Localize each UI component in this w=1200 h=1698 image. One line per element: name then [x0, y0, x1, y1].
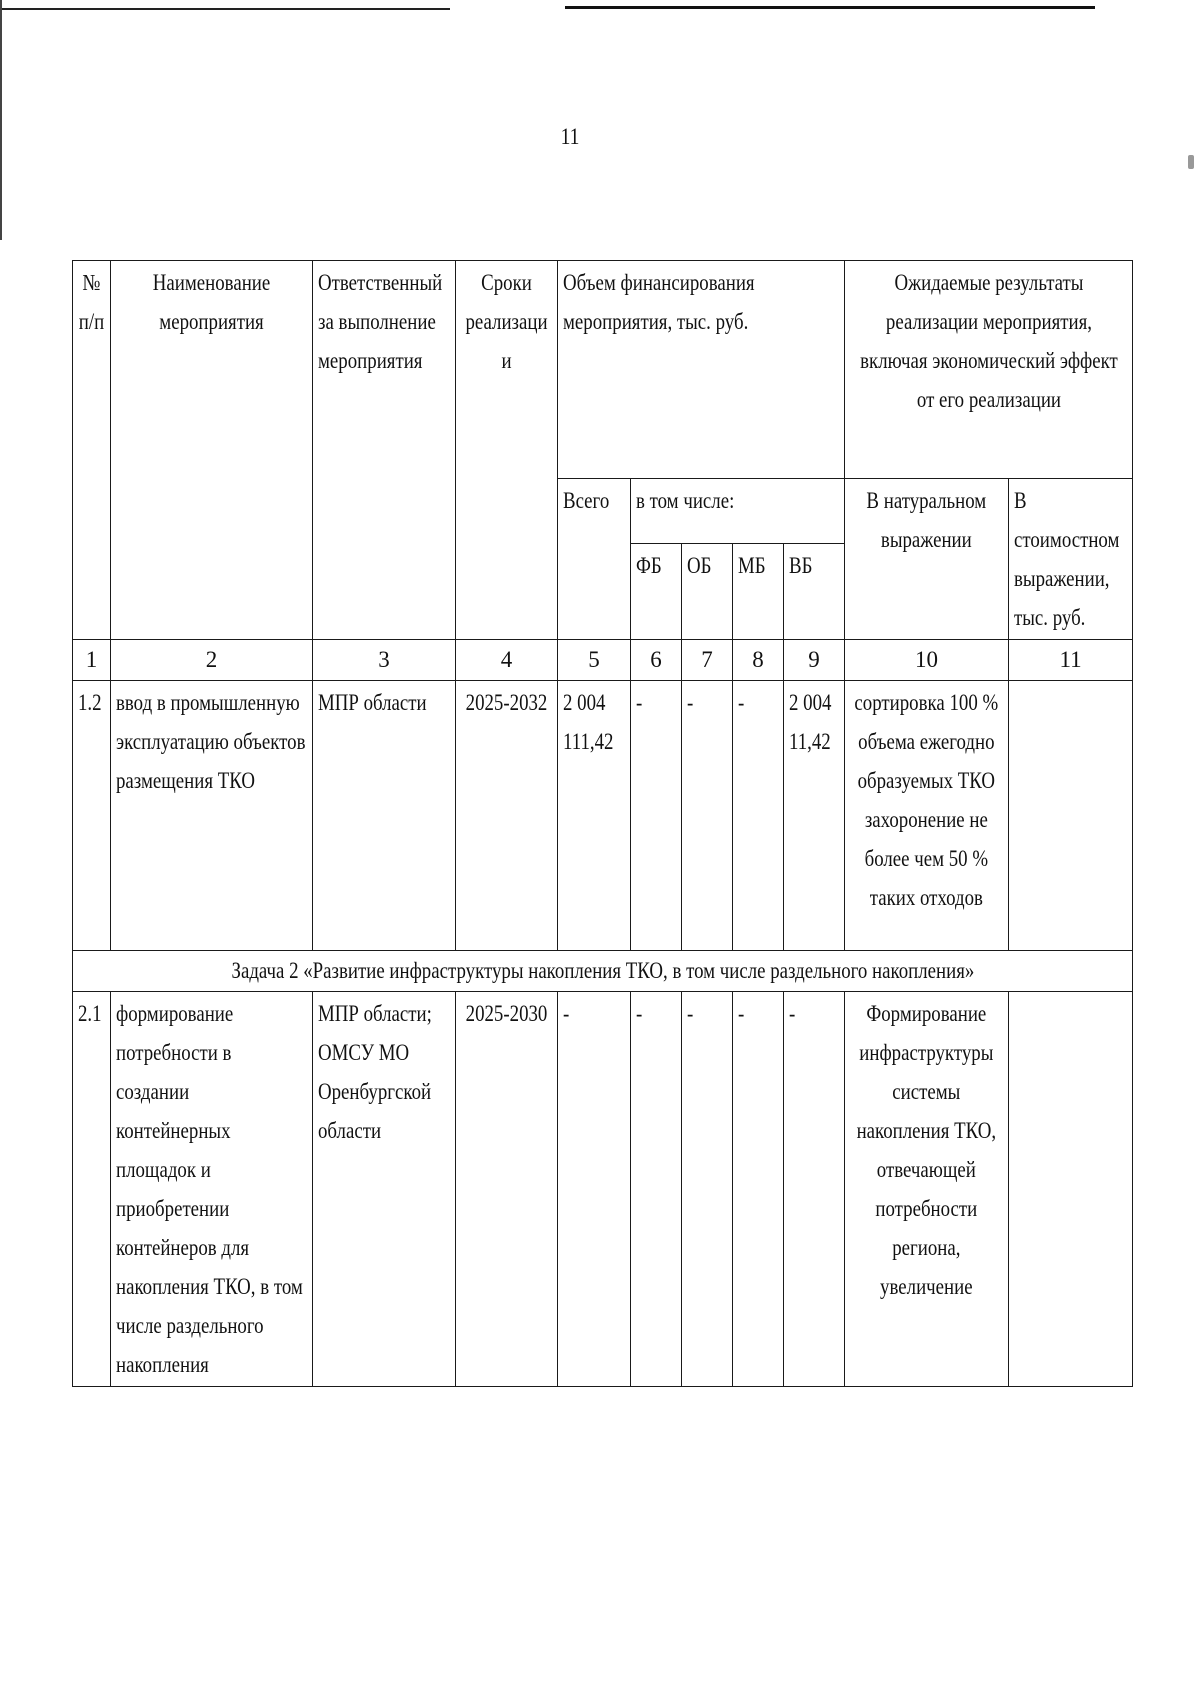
column-number: 10 — [845, 640, 1009, 681]
header-total: Всего — [558, 479, 631, 640]
row-total: 2 004 111,42 — [558, 681, 631, 951]
header-funding: Объем финансирования мероприятия, тыс. руб. — [558, 261, 845, 479]
page-number: 11 — [560, 124, 580, 149]
column-number: 7 — [682, 640, 733, 681]
scan-edge-mark — [565, 6, 1095, 9]
row-cost — [1009, 681, 1133, 951]
row-period: 2025-2032 — [456, 681, 558, 951]
row-mb: - — [733, 681, 784, 951]
column-number: 9 — [784, 640, 845, 681]
column-number: 6 — [631, 640, 682, 681]
header-num: № п/п — [73, 261, 111, 640]
header-mb: МБ — [733, 543, 784, 639]
row-total: - — [558, 992, 631, 1387]
header-natural: В натуральном выражении — [845, 479, 1009, 640]
row-cost — [1009, 992, 1133, 1387]
header-cost: В стоимостном выражении, тыс. руб. — [1009, 479, 1133, 640]
header-responsible: Ответственный за выполнение мероприятия — [313, 261, 456, 640]
header-name: Наименование мероприятия — [111, 261, 313, 640]
row-vb: 2 004 11,42 — [784, 681, 845, 951]
row-num: 1.2 — [73, 681, 111, 951]
row-fb: - — [631, 681, 682, 951]
header-ob: ОБ — [682, 543, 733, 639]
header-fb: ФБ — [631, 543, 682, 639]
column-numbers-row — [73, 640, 1133, 681]
header-results: Ожидаемые результаты реализации мероприятия, включая экономический эффект от его реализации — [845, 261, 1133, 479]
header-period: Сроки реализации — [456, 261, 558, 640]
scan-edge-mark — [0, 8, 450, 10]
row-natural: сортировка 100 % объема ежегодно образуемых ТКО захоронение не более чем 50 % таких отходов — [845, 681, 1009, 951]
task-row — [73, 951, 1133, 992]
column-number: 2 — [111, 640, 313, 681]
column-number: 1 — [73, 640, 111, 681]
table-row — [73, 681, 1133, 951]
column-number: 5 — [558, 640, 631, 681]
scan-edge-mark — [0, 0, 2, 240]
row-mb: - — [733, 992, 784, 1387]
task-heading: Задача 2 «Развитие инфраструктуры накопления ТКО, в том числе раздельного накопления» — [73, 951, 1133, 992]
column-number: 8 — [733, 640, 784, 681]
row-num: 2.1 — [73, 992, 111, 1387]
table-row — [73, 992, 1133, 1387]
column-number: 11 — [1009, 640, 1133, 681]
row-ob: - — [682, 992, 733, 1387]
scan-edge-mark — [1188, 155, 1194, 169]
row-responsible: МПР области; ОМСУ МО Оренбургской области — [313, 992, 456, 1387]
header-vb: ВБ — [784, 543, 845, 639]
column-number: 4 — [456, 640, 558, 681]
row-period: 2025-2030 — [456, 992, 558, 1387]
row-fb: - — [631, 992, 682, 1387]
header-row — [73, 261, 1133, 479]
row-natural: Формирование инфраструктуры системы накопления ТКО, отвечающей потребности региона, увеличение — [845, 992, 1009, 1387]
row-name: ввод в промышленную эксплуатацию объектов размещения ТКО — [111, 681, 313, 951]
header-including: в том числе: — [631, 479, 845, 544]
row-responsible: МПР области — [313, 681, 456, 951]
row-vb: - — [784, 992, 845, 1387]
column-number: 3 — [313, 640, 456, 681]
row-ob: - — [682, 681, 733, 951]
row-name: формирование потребности в создании контейнерных площадок и приобретении контейнеров для накопления ТКО, в том числе раздельного накопления — [111, 992, 313, 1387]
activities-table — [72, 260, 1133, 1387]
